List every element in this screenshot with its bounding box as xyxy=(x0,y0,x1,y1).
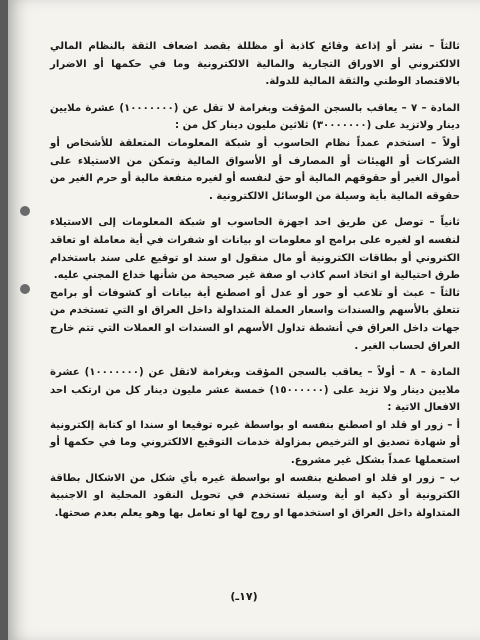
punch-hole xyxy=(20,206,30,216)
punch-hole xyxy=(20,284,30,294)
paragraph-article-7: المادة – ٧ – يعاقب بالسجن المؤقت وبغرامة لا تقل عن (١٠٠٠٠٠٠٠) عشرة ملايين دينار ولاتزيد على (٣٠٠٠٠٠٠٠) ثلاثين مليون دينار كل من : xyxy=(50,102,460,132)
paragraph-item-a: أ – زور او قلد او اصطنع بنفسه او بواسطة غيره توقيعا او سندا او كتابة إلكترونية أو شهادة تصديق او الترخيص بمزاولة خدمات التوقيع الالكتروني وما في حكمها أو استعملها عمداً بشكل غير مشروع. xyxy=(50,419,460,467)
paragraph-third-clause: ثالثاً – نشر أو إذاعة وقائع كاذبة أو مظللة بقصد اضعاف الثقة بالنظام المالي الالكتروني أو الاوراق التجارية والمالية الالكترونية وما في حكمها أو الاضرار بالاقتصاد الوطني والثقة المالية للدولة. xyxy=(50,41,460,88)
paragraph-third-clause-b: ثالثاً – عبث أو تلاعب أو حور أو عدل أو اصطنع أية بيانات أو كشوفات أو برامج تتعلق بالأسهم والسندات واسعار العملة المتداولة داخل العراق او التي تستخدم من جهات داخل العراق في أنشطة تداول الأسهم او السندات او العملات التي تتم خارج العراق لحساب الغير . xyxy=(50,287,460,352)
paragraph-article-8: المادة – ٨ – أولاً – يعاقب بالسجن المؤقت وبغرامة لاتقل عن (١٠٠٠٠٠٠٠) عشرة ملايين دينار ولا تزيد على (١٥٠٠٠٠٠٠) خمسة عشر مليون دينار كل من ارتكب احد الافعال الاتية : xyxy=(50,367,461,414)
page-number: (١٧ـ) xyxy=(230,590,258,603)
paragraph-item-b: ب – زور او قلد او اصطنع بنفسه او بواسطة غيره بأي شكل من الاشكال بطاقة الكترونية أو ذكية او أية وسيلة تستخدم في تحويل النقود المحلية او الاجنبية المتداولة داخل العراق او استخدمها او روج لها او تعامل بها وهو يعلم بعدم صحتها. xyxy=(50,472,460,519)
document-page xyxy=(8,0,480,640)
paragraph-first-clause: أولاً – استخدم عمداً نظام الحاسوب أو شبكة المعلومات المتعلقة للأشخاص أو الشركات أو الهيئات أو المصارف أو الأسواق المالية وتمكن من الاستيلاء على أموال الغير أو حقوقهم المالية أو حق لنفسه أو لغيره منفعة مالية أو حرم الغير من حقوقه المالية بأية وسيلة من الوسائل الالكترونية . xyxy=(50,137,460,202)
paragraph-second-clause: ثانياً – توصل عن طريق احد اجهزة الحاسوب او شبكة المعلومات إلى الاستيلاء لنفسه او لغيره على برامج او معلومات او بيانات او شفرات في أية معاملة او تعاقد الكتروني أو بطاقات الكترونية أو مال منقول او سند او توقيع على سند باستخدام طرق احتيالية او اتخاذ اسم كاذب او صفة غير صحيحة من شأنها خداع المجني عليه. xyxy=(50,217,460,282)
document-body xyxy=(50,38,460,522)
